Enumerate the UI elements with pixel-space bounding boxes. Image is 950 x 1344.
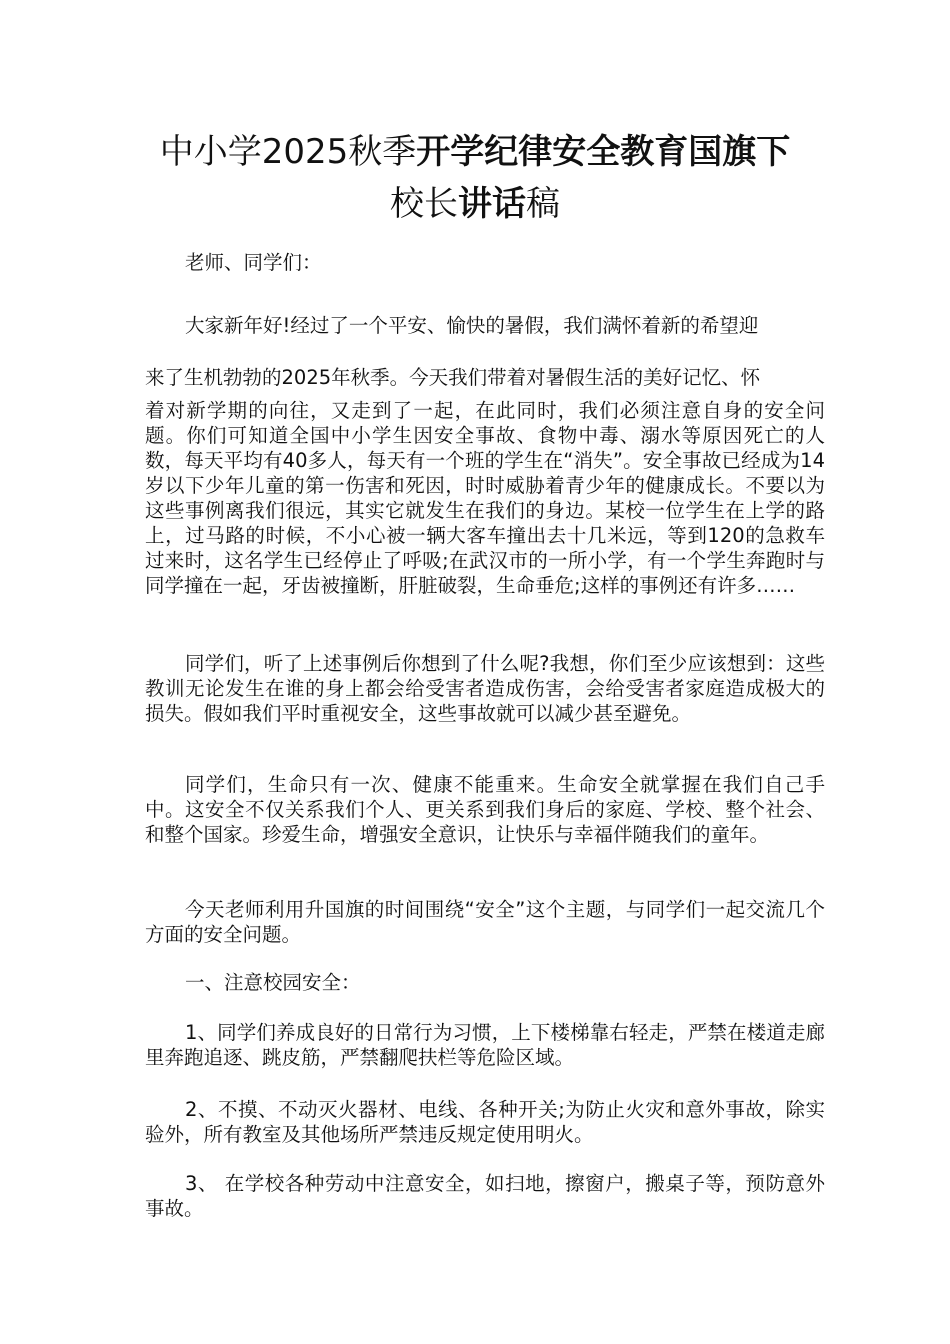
title-line1-bold: 开学纪律安全教育国旗下	[416, 132, 791, 172]
title-line1-regular: 中小学2025秋季	[159, 132, 417, 172]
title-line2-regular-a: 校长	[390, 184, 458, 224]
section-1-heading: 一、注意校园安全：	[185, 971, 361, 994]
paragraph-4: 今天老师利用升国旗的时间围绕“安全”这个主题，与同学们一起交流几个方面的安全问题。	[145, 898, 825, 946]
title-line2-bold: 讲话	[458, 184, 526, 224]
list-item-2: 2、不摸、不动灭火器材、电线、各种开关;为防止火灾和意外事故，除实验外，所有教室及其他场所严禁违反规定使用明火。	[145, 1098, 825, 1146]
title-line2-regular-b: 稿	[526, 184, 560, 224]
list-item-3: 3、 在学校各种劳动中注意安全，如扫地，擦窗户，搬桌子等，预防意外事故。	[145, 1172, 825, 1220]
list-item-1: 1、同学们养成良好的日常行为习惯，上下楼梯靠右轻走，严禁在楼道走廊里奔跑追逐、跳皮筋，严禁翻爬扶栏等危险区域。	[145, 1021, 825, 1069]
paragraph-1-body: 着对新学期的向往，又走到了一起，在此同时，我们必须注意自身的安全问题。你们可知道全国中小学生因安全事故、食物中毒、溺水等原因死亡的人数，每天平均有40多人，每天有一个班的学生在“消失”。安全事故已经成为14岁以下少年儿童的第一伤害和死因，时时威胁着青少年的健康成长。不要以为这些事例离我们很远，其实它就发生在我们的身边。某校一位学生在上学的路上，过马路的时候，不小心被一辆大客车撞出去十几米远，等到120的急救车过来时，这名学生已经停止了呼吸;在武汉市的一所小学，有一个学生奔跑时与同学撞在一起，牙齿被撞断，肝脏破裂，生命垂危;这样的事例还有许多……	[145, 399, 825, 597]
greeting: 老师、同学们：	[185, 251, 322, 274]
paragraph-3: 同学们，生命只有一次、健康不能重来。生命安全就掌握在我们自己手中。这安全不仅关系我们个人、更关系到我们身后的家庭、学校、整个社会、和整个国家。珍爱生命，增强安全意识，让快乐与幸福伴随我们的童年。	[145, 773, 825, 846]
paragraph-2: 同学们，听了上述事例后你想到了什么呢?我想，你们至少应该想到：这些教训无论发生在谁的身上都会给受害者造成伤害，会给受害者家庭造成极大的损失。假如我们平时重视安全，这些事故就可以减少甚至避免。	[145, 652, 825, 725]
document-title-line2	[120, 180, 830, 228]
paragraph-1-line-2: 来了生机勃勃的2025年秋季。今天我们带着对暑假生活的美好记忆、怀	[145, 366, 761, 389]
document-title-line1	[120, 128, 830, 176]
paragraph-1-line-1: 大家新年好!经过了一个平安、愉快的暑假，我们满怀着新的希望迎	[185, 314, 759, 337]
